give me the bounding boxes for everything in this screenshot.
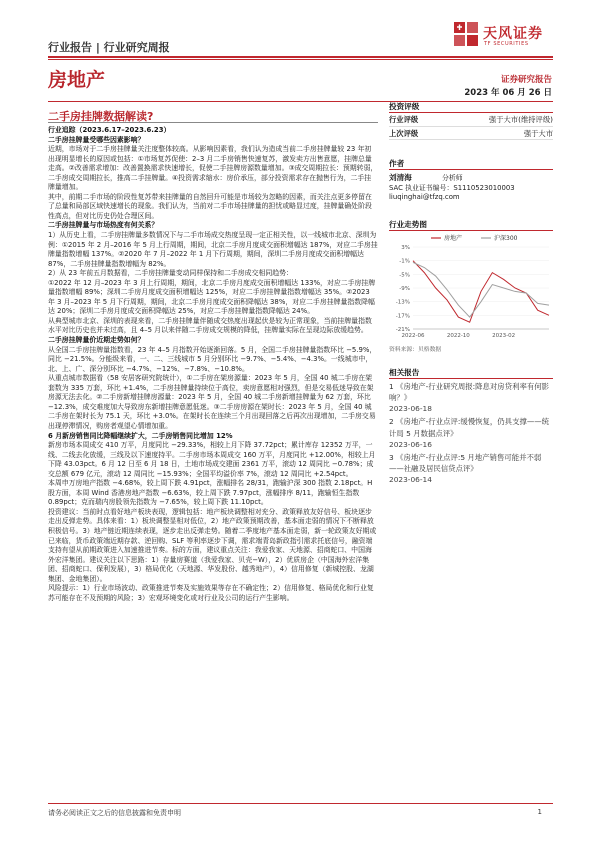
rating-label: 行业评级 (389, 115, 419, 124)
y-tick-label: -13% (395, 299, 410, 306)
main-body (48, 126, 378, 603)
report-type: 证券研究报告 (500, 75, 552, 85)
related-report-title[interactable]: 3 《房地产-行业点评:5 月地产销售可能并不弱——社融及居民信贷点评》 (389, 453, 542, 474)
header-rule (48, 56, 553, 58)
legend-label: 房地产 (444, 234, 463, 242)
page-number: 1 (537, 808, 542, 816)
section-heading: 二手房挂牌量与市场热度有何关系？ (48, 221, 159, 230)
related-report-title[interactable]: 2 《房地产-行业点评:缓慢恢复，仍具支撑——统计局 5 月数据点评》 (389, 417, 550, 438)
y-tick-label: 3% (401, 244, 410, 251)
related-report[interactable] (389, 416, 553, 450)
rating-heading: 投资评级 (389, 101, 553, 113)
y-tick-label: -1% (399, 258, 410, 265)
paragraph: 从典型城市北京、深圳的表现来看，二手房挂牌量伴随成交热度出现起伏是较为正常现象，当前挂牌量指数水平对比历史也并未过高，且 4–5 月以来伴随二手房成交规模的降低，挂牌量实际在呈现边际放缓趋势。 (48, 316, 372, 335)
report-title: 二手房挂牌数据解读? (48, 110, 154, 123)
y-tick-label: -17% (395, 313, 410, 320)
analyst-role: 分析师 (441, 174, 463, 182)
header-rule-thin (48, 59, 553, 60)
brand-logo (453, 21, 573, 51)
rating-value: 强于大市(维持评级) (488, 115, 553, 124)
y-tick-label: -9% (399, 285, 410, 292)
tracking-heading: 行业追踪（2023.6.17–2023.6.23） (48, 126, 171, 134)
brand-name-en: TF SECURITIES (484, 41, 529, 47)
brand-name: 天风证券 (483, 26, 543, 42)
sector-title: 房地产 (48, 69, 106, 91)
tf-logo-icon (453, 21, 479, 47)
paragraph: 近期，市场对于二手房挂牌量关注度整体较高。从影响因素看，我们认为造成当前二手房挂牌量较 23 年初出现明显增长的原因或包括：①市场复苏促使：2–3 月二手房销售快速复苏，激发卖方出售意愿，挂牌总量走高。②改善需求增加：改善置换需求快速增长，促使二手挂牌房源数量增加。③成交周期拉长：预期转弱，二手房成交周期拉长，推高二手挂牌量。④投资需求缩水：房价承压，部分投资需求存在抛售行为，二手挂牌量增加。 (48, 145, 378, 192)
analyst-email[interactable]: liuqinghai@tfzq.com (389, 193, 460, 202)
related-report-title[interactable]: 1 《房地产-行业研究周报:降息对房贷利率有何影响？》 (389, 381, 550, 402)
analyst-name: 刘清海 (389, 173, 412, 182)
footer-disclaimer: 请务必阅读正文之后的信息披露和免责申明 (48, 809, 181, 817)
chart-heading: 行业走势图 (389, 219, 553, 231)
last-rating-row (389, 127, 553, 141)
paragraph: 从重点城市数据看（58 安居客研究院统计），①二手房在架房源量：2023 年 5 月，全国 40 城二手房在架套数为 335 万套，环比 +1.4%，二手房挂牌量持续位于高位，卖房意愿相对强烈，但是交易低迷导致在架房源无法去化。②二手房新增挂牌房源量：2023 年 5 月，全国 40 城二手房新增挂牌量为 62 万套，环比 −12.3%，成交难度加大导致房东新增挂牌意愿低迷。③二手房房源在架时长：2023 年 5 月，全国 40 城二手房在架时长为 75.1 天，环比 +3.0%。在架时长在连续三个月出现回落之后再次出现增加，二手房交易出现停滞情况，购房者观望心情增加重。 (48, 374, 376, 430)
related-report-date: 2023-06-14 (389, 475, 432, 485)
x-tick-label: 2022-10 (446, 332, 470, 339)
y-tick-label: -21% (395, 326, 410, 333)
last-rating-label: 上次评级 (389, 128, 419, 138)
y-tick-label: -5% (399, 272, 410, 279)
rating-row (389, 113, 553, 127)
report-category: 行业报告 | 行业研究周报 (48, 41, 170, 54)
paragraph: 1）从历史上看，二手房挂牌量多数情况下与二手市场成交热度呈现一定正相关性，以一线城市北京、深圳为例：①2015 年 2 月–2016 年 5 月上行周期，期间，北京二手房月度成交面积增幅达 187%，对应二手房挂牌量指数增幅 137%。②2020 年 7 月–2022 年 1 月下行周期，期间，深圳二手房月度成交面积增幅达 87%，二手房挂牌量指数增幅为 82%。 (48, 231, 378, 268)
series-line (413, 260, 549, 322)
risk-warning: 风险提示：1）行业市场波动、政策推进节奏及实施效果等存在不确定性；2）信用修复、格局优化和行业复苏可能存在不及预期的风险；3）宏观环境变化或对行业及公司的运行产生影响。 (48, 584, 374, 602)
trend-chart-svg (389, 231, 553, 343)
related-list (389, 381, 553, 486)
related-heading: 相关报告 (389, 367, 553, 379)
author-heading: 作者 (389, 158, 553, 170)
paragraph: ①2022 年 12 月–2023 年 3 月上行周期，期间，北京二手房月度成交面积增幅达 133%，对应二手房挂牌量指数增幅 89%；深圳二手房月度成交面积增幅达 125%，对应二手房挂牌量指数增幅达 35%。②2023 年 3 月–2023 年 5 月下行周期，期间，北京二手房月度成交面积降幅达 38%，对应二手房挂牌量指数降幅达 20%；深圳二手房月度成交面积降幅达 25%，对应二手房挂牌量指数降幅达 24%。 (48, 278, 376, 316)
footer-rule (48, 803, 553, 804)
paragraph: 本周申万房地产指数 −4.68%，较上周下跌 4.91pct，涨幅排名 28/31，跑输沪深 300 指数 2.18pct。H 股方面，本周 Wind 香港房地产指数 −6.63%，较上周下跌 7.97pct，涨幅排序 8/11，跑输恒生指数 0.89pct；克而瑞内房股领先指数为 −7.65%，较上周下跌 11.10pct。 (48, 479, 373, 507)
paragraph: 其中，前期二手市场的阶段性复苏带来挂牌量的自然回升可能是市场较为忽略的因素，而关注点更多停留在了总量和局部区域快速增长的现象。我们认为，当前对二手市场挂牌量的担忧或略显过度，挂牌量确处阶段性高点，但对比历史仍处合理区间。 (48, 192, 372, 220)
investment-advice: 投资建议：当前时点看好地产板块表现，逻辑包括：地产板块调整相对充分、政策释放友好信号、板块逐步走出反弹走势。具体来看：1）板块调整显相对低位，2）地产政策预期改善，基本面走弱的情况下不断释放积极信号。3）地产链近期连续表现，逐步走出反弹走势。随着二季度地产基本面走弱，新一轮政策友好期或已来临，货币政策端近期存款、逆回购、SLF 等利率逐步下调，需求端青岛新政指引需求托底信号，融资端支持有望从前期政策进入加速推进节奏。标的方面，建议重点关注：我爱我家、天地源、招商蛇口、中国海外宏洋集团。建议关注以下思路：1）存量房赛道（我爱我家、贝壳−W），2）优质房企（中国海外宏洋集团、招商蛇口、保利发展），3）格局优化（天地源、华发股份、越秀地产），4）信用修复（新城控股、龙湖集团、金地集团）。 (48, 507, 377, 583)
x-tick-label: 2023-02 (492, 332, 516, 339)
related-report-date: 2023-06-18 (389, 404, 432, 414)
analyst-block (389, 173, 553, 203)
analyst-cert: SAC 执业证书编号：S1110523010003 (389, 183, 515, 192)
chart-source: 资料来源：贝格数据 (389, 346, 442, 353)
industry-trend-chart (389, 231, 553, 343)
section-heading: 6 月新房销售同比降幅继续扩大，二手房销售同比增加 12% (48, 431, 233, 440)
section-heading: 二手房挂牌量价近期走势如何？ (48, 336, 145, 345)
section-heading: 二手房挂牌量受哪些因素影响？ (48, 135, 145, 144)
report-date: 2023 年 06 月 26 日 (464, 88, 552, 98)
sidebar (389, 101, 553, 486)
x-tick-label: 2022-06 (401, 332, 425, 339)
paragraph: 从全国二手房挂牌量指数看，23 年 4–5 月指数开始逐渐回落。5 月，全国二手房挂牌量指数环比 −5.9%，同比 −21.5%。分能级来看，一、二、三线城市 5 月分别环比 −9.7%、−5.4%、−4.3%。一线城市中，北、上、广、深分别环比 −4.7%、−12%、−7.8%、−10.8%。 (48, 345, 377, 373)
title-underline (48, 122, 378, 123)
related-report-date: 2023-06-16 (389, 439, 432, 449)
last-rating-value: 强于大市 (523, 128, 553, 138)
paragraph: 2）从 23 年前五月数据看，二手房挂牌量变动同样保持和二手房成交相同趋势： (48, 269, 293, 278)
related-report[interactable] (389, 452, 553, 486)
related-report[interactable] (389, 381, 553, 415)
paragraph: 新房市场本周成交 410 万平，月度同比 −29.33%，相较上月下降 37.72pct；累计库存 12352 万平，一线、二线去化放缓，三线及以下速度持平。二手房市场本周成交 160 万平，月度同比 +12.00%，相较上月下降 43.03pct。6 月 12 日至 6 月 18 日，土地市场成交建面 2361 万平，滚动 12 周同比 −0.78%；成交总额 679 亿元，滚动 12 周同比 −15.93%；全国平均溢价率 7%，滚动 12 周同比 +2.54pct。 (48, 441, 376, 478)
legend-label: 沪深300 (494, 234, 518, 242)
series-line (413, 262, 549, 317)
